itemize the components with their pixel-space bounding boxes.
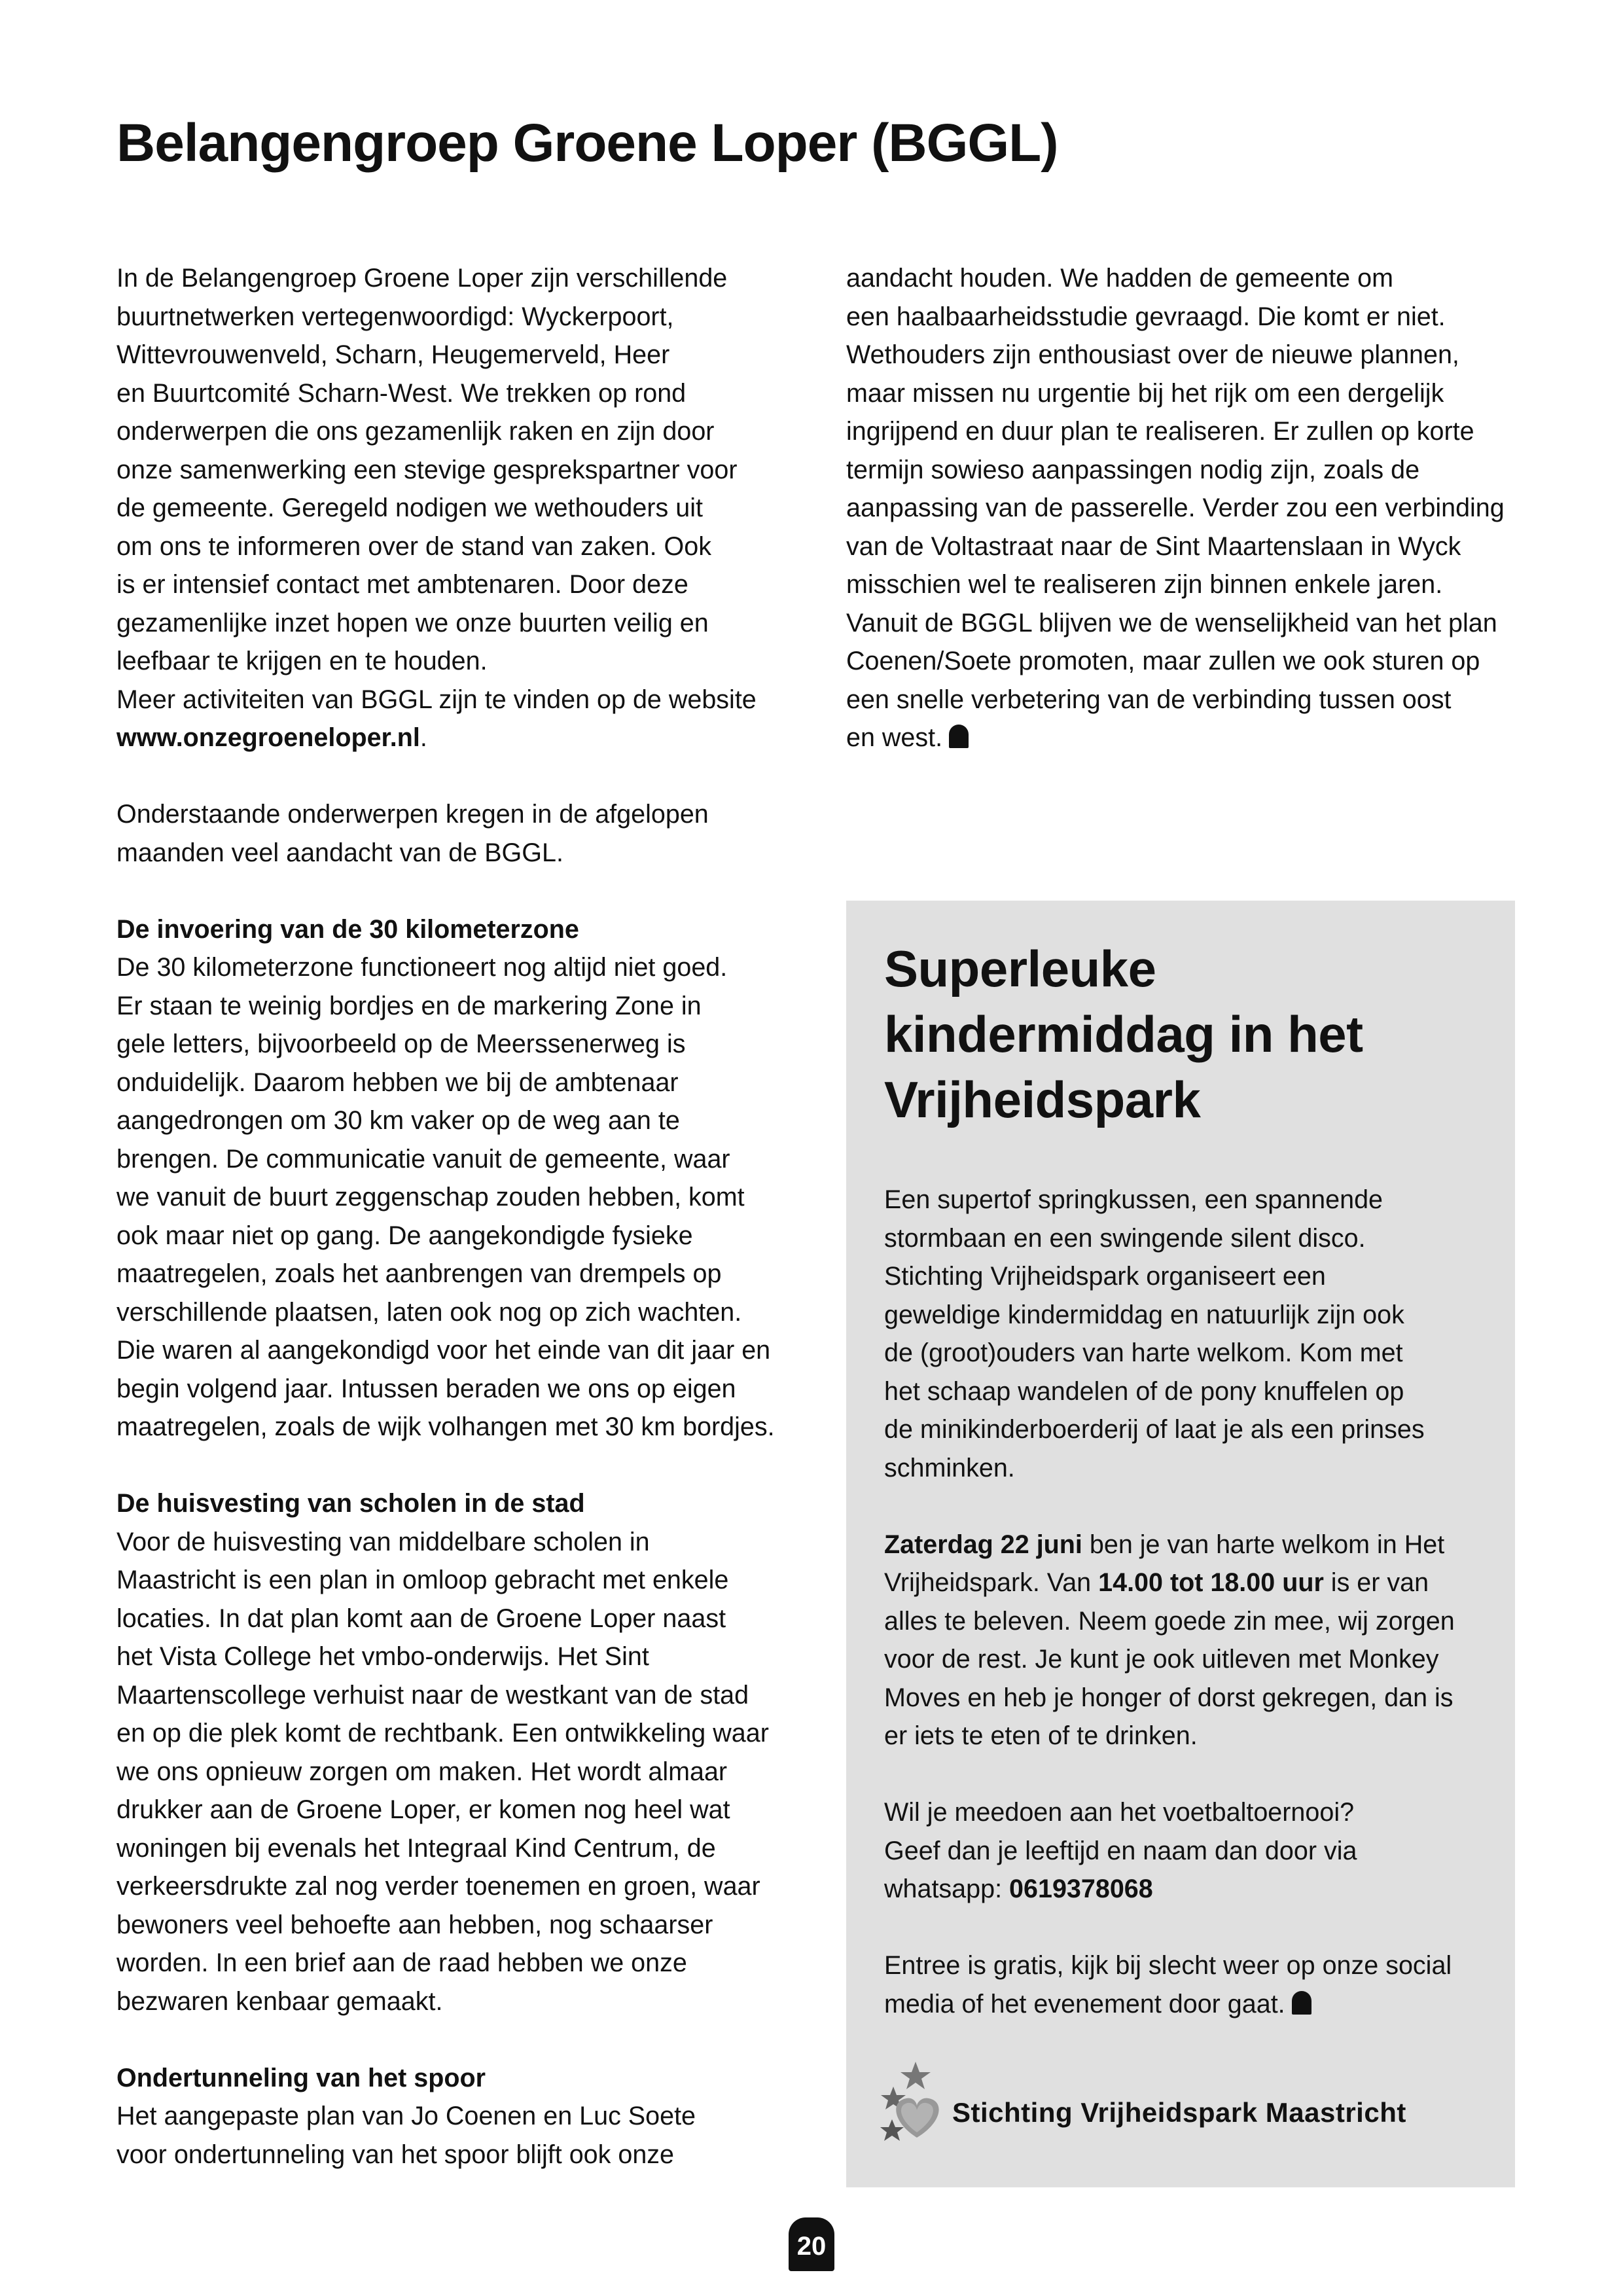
text-line: verkeersdrukte zal nog verder toenemen en groen, waar [116,1872,760,1901]
website-suffix: . [419,723,427,752]
text-line: maatregelen, zoals het aanbrengen van drempels op [116,1259,722,1288]
text-line: aanpassing van de passerelle. Verder zou een verbinding [846,493,1505,522]
text-line: De 30 kilometerzone functioneert nog altijd niet goed. [116,953,728,982]
text-line: is er intensief contact met ambtenaren. Door deze [116,570,688,599]
title-line: Vrijheidspark [884,1071,1201,1128]
text-line: buurtnetwerken vertegenwoordigd: Wyckerpoort, [116,302,674,331]
section-school-housing [116,1484,810,2020]
text-line: maanden veel aandacht van de BGGL. [116,838,563,867]
text-line [846,719,1540,757]
whatsapp-phone-number[interactable]: 0619378068 [1009,1874,1153,1903]
text-line: drukker aan de Groene Loper, er komen nog heel wat [116,1795,730,1824]
text-line: we ons opnieuw zorgen om maken. Het wordt almaar [116,1757,728,1786]
text-line: Meer activiteiten van BGGL zijn te vinden op de website [116,685,757,714]
text-line: misschien wel te realiseren zijn binnen enkele jaren. [846,570,1443,599]
text-line: Wittevrouwenveld, Scharn, Heugemerveld, Heer [116,340,670,369]
text-line: Voor de huisvesting van middelbare scholen in [116,1527,650,1556]
text-line: begin volgend jaar. Intussen beraden we ons op eigen [116,1374,736,1403]
text-line: maatregelen, zoals de wijk volhangen met 30 km bordjes. [116,1412,775,1441]
text-line: stormbaan en een swingende silent disco. [884,1223,1366,1253]
text-line: Moves en heb je honger of dorst gekregen, dan is [884,1683,1454,1712]
section-heading: De huisvesting van scholen in de stad [116,1489,585,1518]
text-line: Het aangepaste plan van Jo Coenen en Luc Soete [116,2102,696,2130]
text-line: Geef dan je leeftijd en naam dan door via [884,1836,1357,1865]
text-line: brengen. De communicatie vanuit de gemeente, waar [116,1144,730,1174]
text-line: de minikinderboerderij of laat je als een prinses [884,1415,1425,1444]
text-line: de gemeente. Geregeld nodigen we wethouders uit [116,493,703,522]
text-line: In de Belangengroep Groene Loper zijn verschillende [116,264,728,293]
website-line [116,719,810,757]
text-line: bewoners veel behoefte aan hebben, nog schaarser [116,1910,713,1939]
text-line: om ons te informeren over de stand van zaken. Ook [116,531,711,561]
end-of-article-icon [1292,1991,1311,2015]
website-link[interactable]: www.onzegroeneloper.nl [116,723,420,752]
title-line: kindermiddag in het [884,1005,1363,1063]
text-line: voor ondertunneling van het spoor blijft ook onze [116,2140,675,2169]
text-line: we vanuit de buurt zeggenschap zouden hebben, komt [116,1183,745,1211]
text-line: termijn sowieso aanpassingen nodig zijn, zoals de [846,455,1420,484]
text-line: ook maar niet op gang. De aangekondigde fysieke [116,1221,693,1250]
text-line: Die waren al aangekondigd voor het einde van dit jaar en [116,1336,771,1365]
text-line: Een supertof springkussen, een spannende [884,1185,1383,1214]
text-line: onderwerpen die ons gezamenlijk raken en zijn door [116,417,715,446]
stars-heart-logo-icon [879,2059,951,2151]
title-line: Superleuke [884,940,1156,997]
text-line: schminken. [884,1453,1015,1482]
text-line: Onderstaande onderwerpen kregen in de afgelopen [116,800,709,829]
text-line: aandacht houden. We hadden de gemeente om [846,264,1393,293]
section-rail-tunnel [116,2059,810,2174]
text-line: bezwaren kenbaar gemaakt. [116,1986,443,2016]
text-line: Wil je meedoen aan het voetbaltoernooi? [884,1798,1355,1827]
topics-intro [116,795,810,872]
right-column [846,259,1540,757]
event-time: 14.00 tot 18.00 uur [1098,1568,1324,1597]
text-fragment: ben je van harte welkom in Het [1082,1530,1445,1559]
text-fragment: is er van [1323,1568,1429,1597]
text-line: en Buurtcomité Scharn-West. We trekken op rond [116,378,687,408]
vrijheidspark-logo [879,2059,1494,2151]
event-time-line [884,1564,1499,1602]
text-line: en op die plek komt de rechtbank. Een ontwikkeling waar [116,1719,769,1748]
text-line: een snelle verbetering van de verbinding tussen oost [846,685,1452,714]
text-line: Coenen/Soete promoten, maar zullen we ook sturen op [846,647,1480,675]
whatsapp-label: whatsapp: [884,1874,1010,1903]
text-line: aangedrongen om 30 km vaker op de weg aan te [116,1106,680,1135]
text-line [884,1985,1499,2024]
page-title: Belangengroep Groene Loper (BGGL) [116,113,1058,173]
text-line: maar missen nu urgentie bij het rijk om een dergelijk [846,378,1444,408]
section-heading: De invoering van de 30 kilometerzone [116,914,579,944]
text-line: onze samenwerking een stevige gesprekspartner voor [116,455,738,484]
text-line: het schaap wandelen of de pony knuffelen op [884,1376,1404,1406]
end-of-article-icon [949,725,969,748]
text-line: geweldige kindermiddag en natuurlijk zijn ook [884,1300,1404,1329]
intro-paragraph [116,259,810,757]
text-line: Vanuit de BGGL blijven we de wenselijkheid van het plan [846,608,1497,637]
text-line: woningen bij evenals het Integraal Kind Centrum, de [116,1833,716,1863]
text-line: voor de rest. Je kunt je ook uitleven met Monkey [884,1645,1439,1674]
text-line: Wethouders zijn enthousiast over de nieuwe plannen, [846,340,1459,369]
text-line: verschillende plaatsen, laten ook nog op zich wachten. [116,1297,742,1327]
text-line: leefbaar te krijgen en te houden. [116,647,488,675]
section-heading: Ondertunneling van het spoor [116,2063,486,2092]
whatsapp-line [884,1870,1499,1909]
text-line: Maastricht is een plan in omloop gebracht met enkele [116,1566,729,1594]
left-column [116,259,810,2174]
text-line: ingrijpend en duur plan te realiseren. Er zullen op korte [846,417,1474,446]
event-body [884,1181,1499,2023]
text-line: Maartenscollege verhuist naar de westkant van de stad [116,1680,749,1710]
section-30-km-zone [116,910,810,1446]
text-line: locaties. In dat plan komt aan de Groene Loper naast [116,1604,726,1633]
event-title [884,936,1363,1132]
text-line: onduidelijk. Daarom hebben we bij de ambtenaar [116,1067,679,1097]
last-line-text: media of het evenement door gaat. [884,1989,1285,2018]
text-line: Entree is gratis, kijk bij slecht weer op onze social [884,1951,1452,1980]
text-line: van de Voltastraat naar de Sint Maartenslaan in Wyck [846,531,1461,561]
text-line: alles te beleven. Neem goede zin mee, wij zorgen [884,1606,1455,1636]
last-line-text: en west. [846,723,943,752]
event-box [846,901,1515,2187]
text-line: gezamenlijke inzet hopen we onze buurten veilig en [116,608,709,637]
page-number: 20 [789,2217,834,2271]
text-line: worden. In een brief aan de raad hebben we onze [116,1948,687,1977]
text-fragment: Vrijheidspark. Van [884,1568,1099,1597]
text-line: de (groot)ouders van harte welkom. Kom met [884,1338,1403,1367]
text-line: een haalbaarheidsstudie gevraagd. Die komt er niet. [846,302,1446,331]
text-line: het Vista College het vmbo-onderwijs. Het Sint [116,1642,649,1671]
text-line: gele letters, bijvoorbeeld op de Meerssenerweg is [116,1030,686,1058]
text-line: Er staan te weinig bordjes en de markering Zone in [116,991,702,1020]
logo-text: Stichting Vrijheidspark Maastricht [952,2097,1406,2128]
text-line: er iets te eten of te drinken. [884,1721,1198,1750]
event-date-line [884,1526,1499,1564]
text-line: Stichting Vrijheidspark organiseert een [884,1262,1326,1291]
event-date: Zaterdag 22 juni [884,1530,1082,1559]
